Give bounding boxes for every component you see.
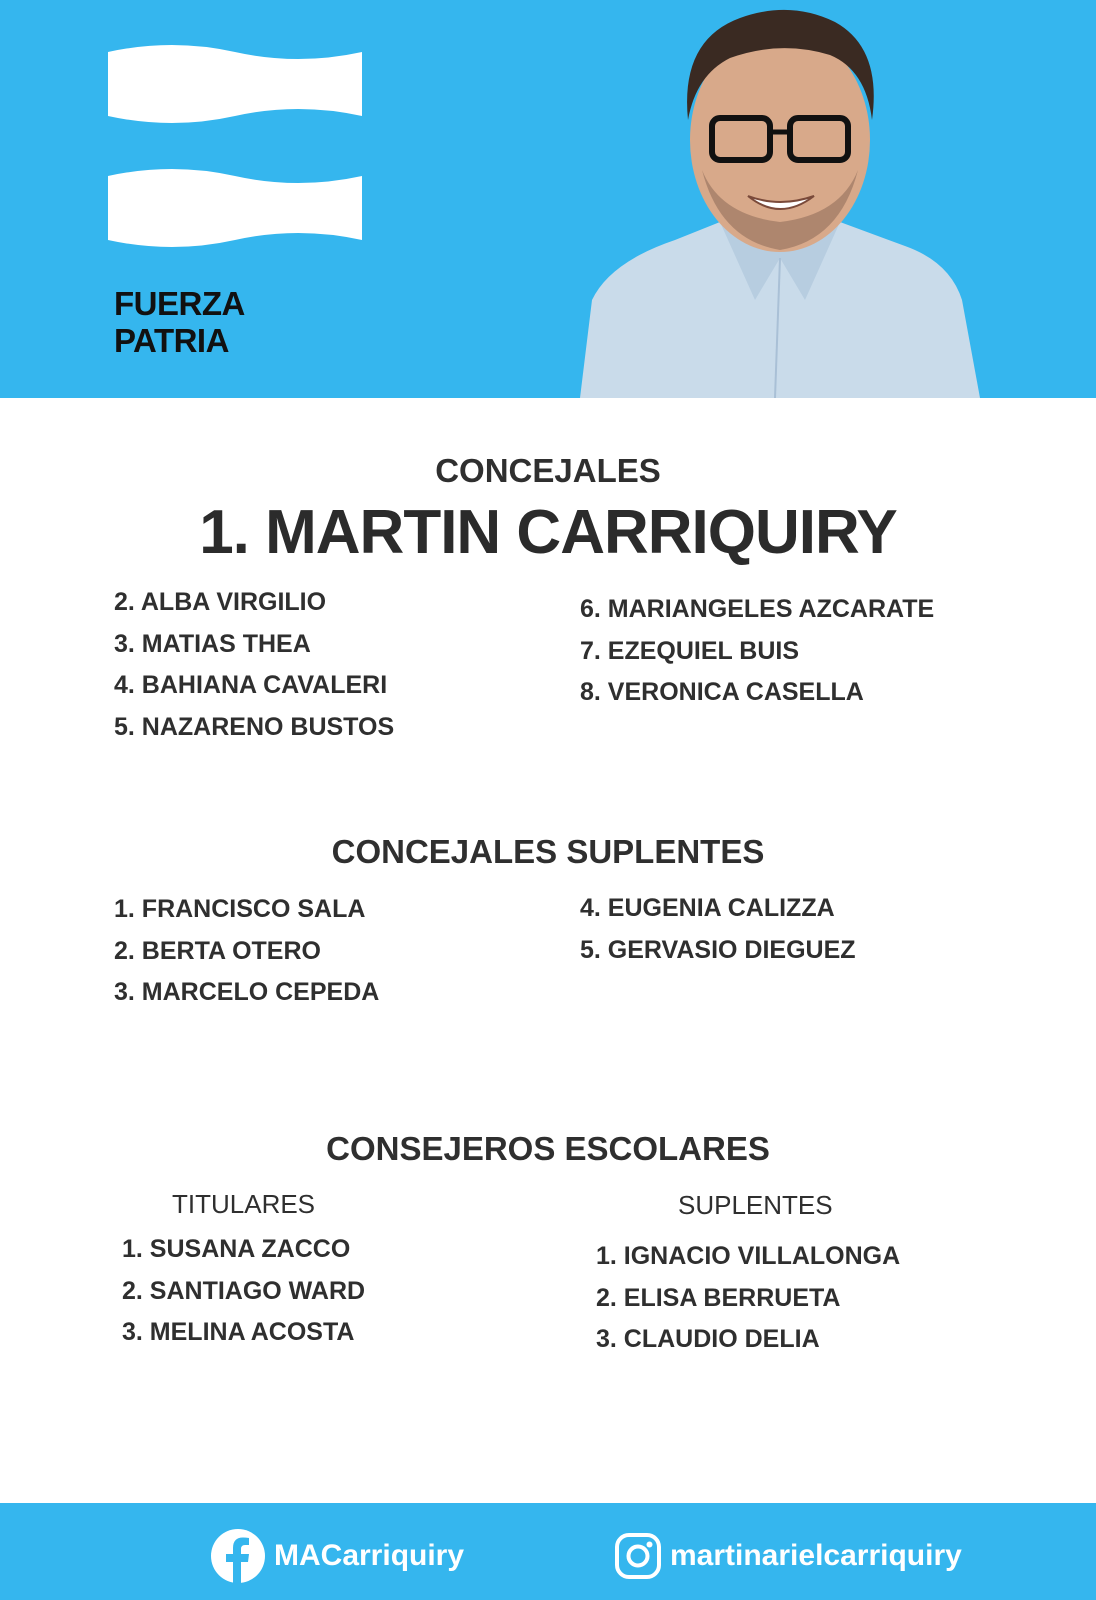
concejales-list-right — [580, 593, 934, 718]
list-item: 5. GERVASIO DIEGUEZ — [580, 935, 856, 964]
titulares-list — [122, 1233, 365, 1358]
suplentes-title: CONCEJALES SUPLENTES — [331, 833, 765, 870]
flag-logo-icon — [108, 44, 362, 250]
list-item: 2. SANTIAGO WARD — [122, 1276, 366, 1305]
list-item: 1. IGNACIO VILLALONGA — [596, 1242, 901, 1270]
suplentes-label: SUPLENTES — [678, 1190, 833, 1220]
list-item: 4. EUGENIA CALIZZA — [580, 894, 835, 922]
consejeros-title: CONSEJEROS ESCOLARES — [326, 1130, 770, 1167]
instagram-handle: martinarielcarriquiry — [670, 1539, 962, 1572]
footer-banner — [0, 1503, 1096, 1600]
list-item: 8. VERONICA CASELLA — [580, 678, 864, 706]
list-item: 1. SUSANA ZACCO — [122, 1235, 351, 1263]
facebook-handle: MACarriquiry — [274, 1539, 465, 1572]
facebook-icon — [210, 1528, 266, 1584]
instagram-icon — [614, 1532, 662, 1580]
list-item: 3. CLAUDIO DELIA — [596, 1325, 820, 1353]
list-item: 4. BAHIANA CAVALERI — [114, 671, 388, 699]
brand-name — [114, 285, 245, 359]
list-item: 1. FRANCISCO SALA — [114, 895, 366, 923]
list-item: 7. EZEQUIEL BUIS — [580, 636, 800, 665]
suplentes-list-right — [580, 892, 856, 975]
facebook-link[interactable] — [210, 1528, 464, 1584]
suplentes-list-left — [114, 893, 379, 1018]
list-item: 2. ELISA BERRUETA — [596, 1283, 841, 1312]
instagram-link[interactable] — [614, 1528, 962, 1584]
concejales-title: CONCEJALES — [435, 452, 661, 489]
list-item: 2. BERTA OTERO — [114, 936, 321, 965]
list-item: 3. MARCELO CEPEDA — [114, 978, 380, 1006]
titulares-label: TITULARES — [172, 1189, 316, 1219]
header-banner — [0, 0, 1096, 398]
brand-line-2: PATRIA — [114, 322, 229, 359]
candidate-photo — [570, 0, 990, 398]
list-item: 3. MELINA ACOSTA — [122, 1318, 355, 1346]
lead-candidate: 1. MARTIN CARRIQUIRY — [199, 498, 897, 567]
list-item: 2. ALBA VIRGILIO — [114, 588, 327, 616]
list-item: 5. NAZARENO BUSTOS — [114, 712, 395, 741]
consejeros-suplentes-list — [596, 1240, 900, 1365]
list-item: 6. MARIANGELES AZCARATE — [580, 595, 935, 623]
brand-line-1: FUERZA — [114, 285, 245, 322]
list-item: 3. MATIAS THEA — [114, 629, 311, 658]
concejales-list-left — [114, 586, 394, 752]
